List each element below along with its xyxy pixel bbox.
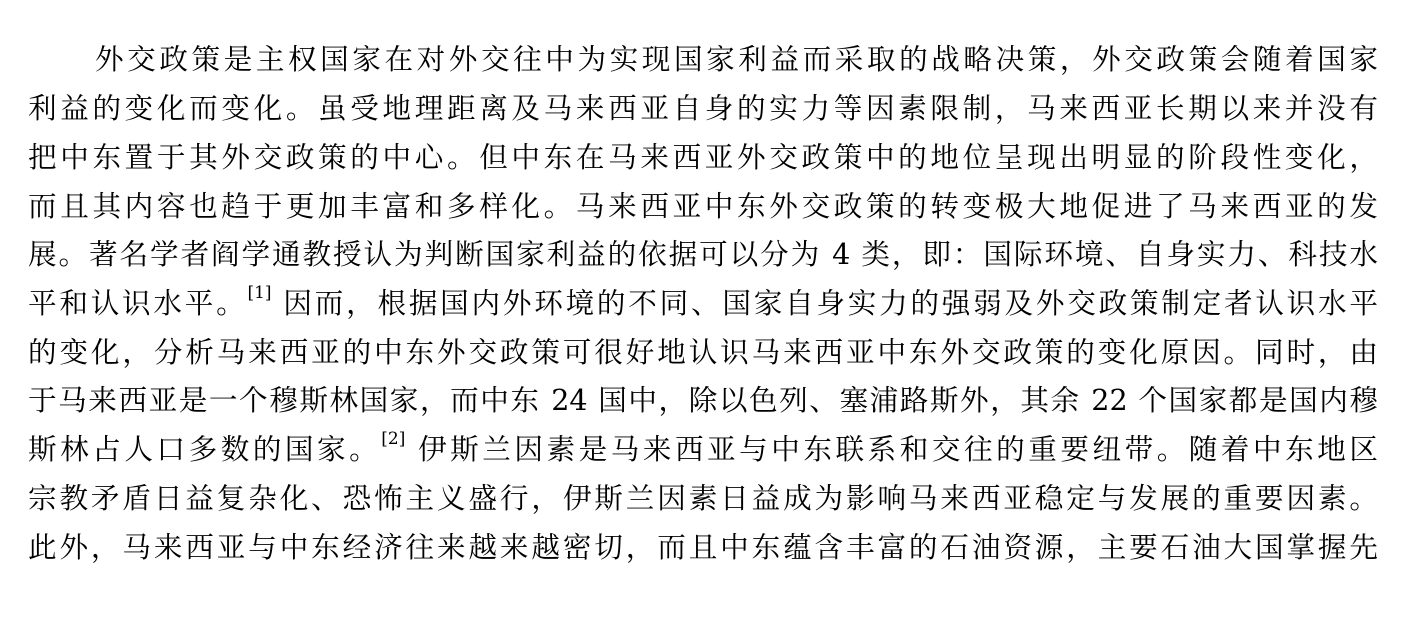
paragraph-line-5: 展。著名学者阎学通教授认为判断国家利益的依据可以分为 4 类，即：国际环境、自身实力、科技水 xyxy=(28,237,1378,271)
paragraph-line-1: 外交政策是主权国家在对外交往中为实现国家利益而采取的战略决策，外交政策会随着国家 xyxy=(95,42,1378,76)
paragraph-line-11: 此外，马来西亚与中东经济往来越来越密切，而且中东蕴含丰富的石油资源，主要石油大国掌握先 xyxy=(28,530,1378,564)
line-text-after-citation: 因而，根据国内外环境的不同、国家自身实力的强弱及外交政策制定者认识水平 xyxy=(271,286,1378,320)
paragraph-line-2: 利益的变化而变化。虽受地理距离及马来西亚自身的实力等因素限制，马来西亚长期以来并没有 xyxy=(28,91,1378,125)
line-text-after-citation: 伊斯兰因素是马来西亚与中东联系和交往的重要纽带。随着中东地区 xyxy=(405,432,1378,466)
paragraph-line-7: 的变化，分析马来西亚的中东外交政策可很好地认识马来西亚中东外交政策的变化原因。同时，由 xyxy=(28,335,1378,369)
paragraph-line-9 xyxy=(28,427,1378,471)
line-text-before-citation: 平和认识水平。 xyxy=(28,286,248,320)
line-text-before-citation: 斯林占人口多数的国家。 xyxy=(28,432,382,466)
paragraph-line-10: 宗教矛盾日益复杂化、恐怖主义盛行，伊斯兰因素日益成为影响马来西亚稳定与发展的重要因素。 xyxy=(28,481,1378,515)
paragraph-line-3: 把中东置于其外交政策的中心。但中东在马来西亚外交政策中的地位呈现出明显的阶段性变化， xyxy=(28,140,1378,174)
paragraph-line-8: 于马来西亚是一个穆斯林国家，而中东 24 国中，除以色列、塞浦路斯外，其余 22 个国家都是国内穆 xyxy=(28,383,1378,417)
citation-ref-1[interactable]: [1] xyxy=(247,283,272,304)
paragraph-line-4: 而且其内容也趋于更加丰富和多样化。马来西亚中东外交政策的转变极大地促进了马来西亚的发 xyxy=(28,189,1378,223)
paragraph-line-6 xyxy=(28,281,1378,325)
citation-ref-2[interactable]: [2] xyxy=(381,429,406,450)
document-page xyxy=(28,0,1378,627)
